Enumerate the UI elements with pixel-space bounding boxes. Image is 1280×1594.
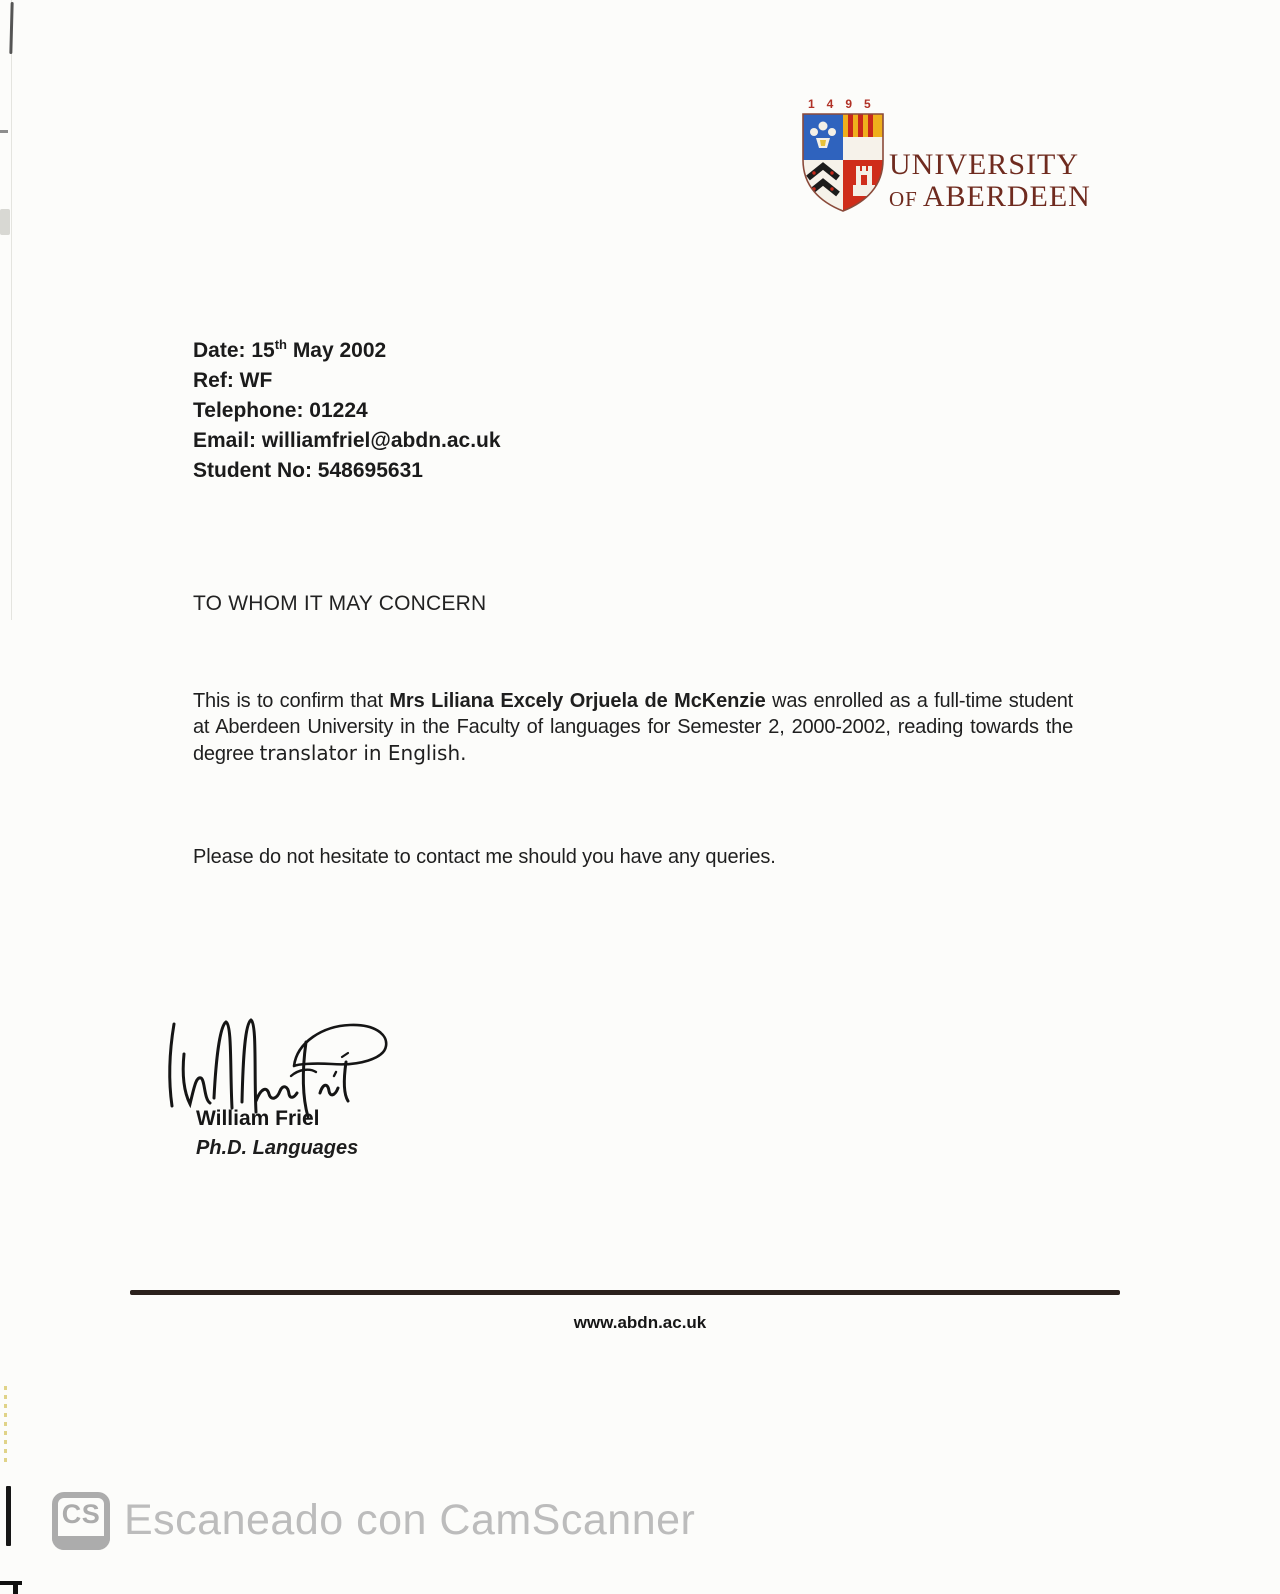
camscanner-watermark-text: Escaneado con CamScanner xyxy=(124,1496,696,1544)
body-rest: was enrolled as a full-time student at Aberdeen University in the Faculty of languages for Semester 2, 2000-2002, reading towards the degree xyxy=(193,690,1073,765)
university-crest-icon xyxy=(798,96,888,212)
signer-name: William Friel xyxy=(196,1107,320,1130)
scan-artifact-black-bar xyxy=(6,1486,11,1546)
body-intro: This is to confirm that xyxy=(193,690,390,712)
letter-header-info xyxy=(193,336,501,486)
university-wordmark xyxy=(889,149,1099,215)
signer-title: Ph.D. Languages xyxy=(196,1137,359,1159)
scan-artifact-corner-mark xyxy=(0,1581,22,1585)
body-paragraph xyxy=(193,688,1073,767)
closing-line: Please do not hesitate to contact me should you have any queries. xyxy=(193,846,776,868)
camscanner-icon-bar xyxy=(52,1536,110,1550)
scan-artifact-corner-mark xyxy=(13,1581,18,1594)
date-ordinal: th xyxy=(274,337,287,352)
university-wordmark-of: OF xyxy=(889,187,918,211)
scan-artifact-smudge xyxy=(0,209,10,235)
salutation: TO WHOM IT MAY CONCERN xyxy=(193,592,487,615)
date-text: Date: 15 xyxy=(193,339,275,362)
ref-line: Ref: WF xyxy=(193,369,273,392)
scan-artifact-dotted-line xyxy=(4,1386,7,1466)
student-name: Mrs Liliana Excely Orjuela de McKenzie xyxy=(389,690,766,712)
date-line xyxy=(193,336,501,366)
scan-artifact-crease xyxy=(11,0,12,620)
camscanner-icon-letters: CS xyxy=(61,1499,101,1529)
scan-artifact-top-line xyxy=(9,2,13,54)
body-appended-text: translator in English. xyxy=(259,741,467,765)
telephone-line: Telephone: 01224 xyxy=(193,399,368,422)
camscanner-icon xyxy=(52,1492,110,1550)
university-wordmark-name: ABERDEEN xyxy=(922,180,1091,213)
date-rest: May 2002 xyxy=(286,339,387,362)
university-wordmark-line2 xyxy=(889,181,1099,215)
scan-artifact-dash xyxy=(0,130,8,133)
university-wordmark-line1: UNIVERSITY xyxy=(889,148,1079,181)
handwritten-signature xyxy=(158,996,398,1124)
footer-rule xyxy=(130,1290,1120,1295)
footer-website: www.abdn.ac.uk xyxy=(573,1313,707,1332)
email-line: Email: williamfriel@abdn.ac.uk xyxy=(193,429,501,452)
student-no-line: Student No: 548695631 xyxy=(193,459,423,482)
svg-text:1495: 1495 xyxy=(808,97,883,111)
